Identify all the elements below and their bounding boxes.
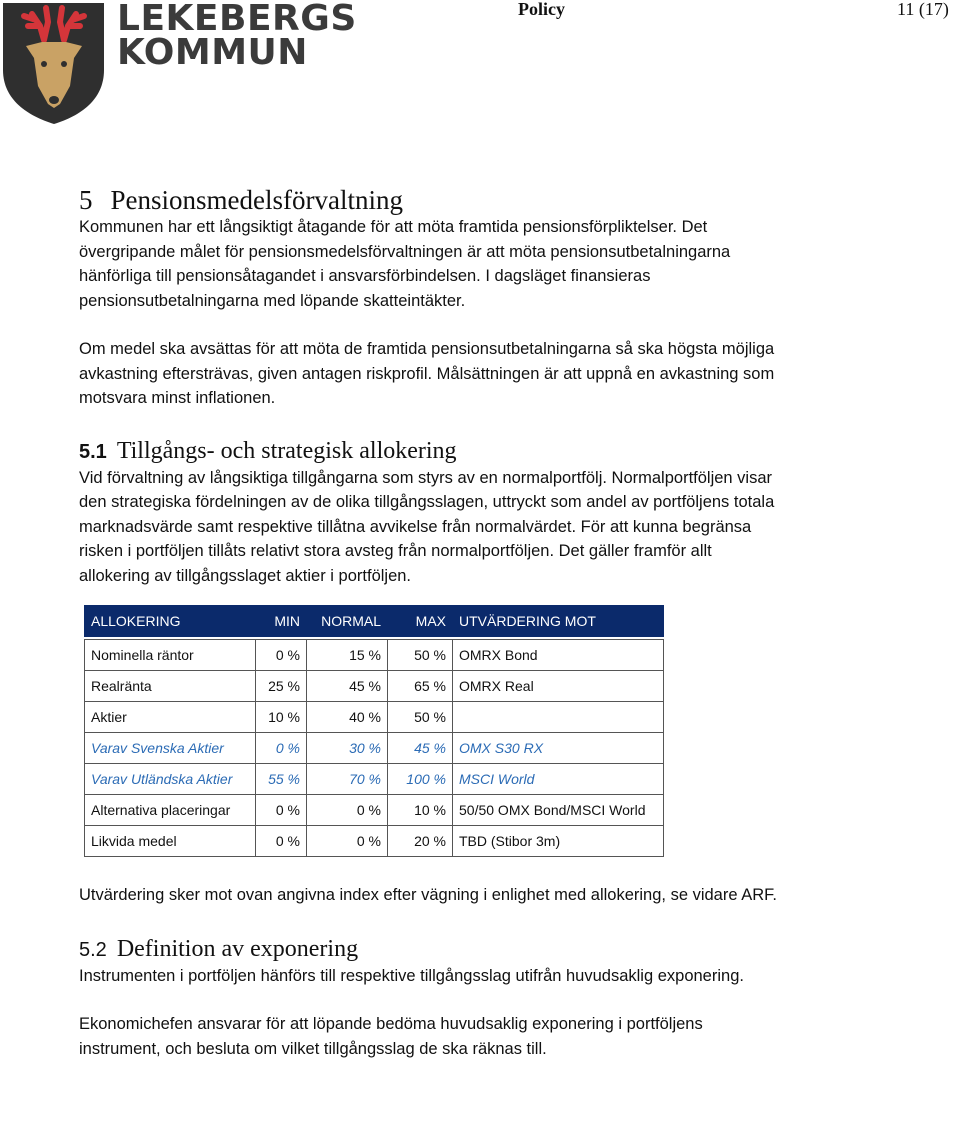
- section-5-heading: [79, 185, 779, 215]
- table-cell: 0 %: [307, 826, 388, 857]
- municipality-logo: [0, 0, 357, 125]
- table-row: [85, 795, 664, 826]
- table-row: [85, 702, 664, 733]
- table-cell: 10 %: [256, 702, 307, 733]
- table-row-subcategory: [85, 733, 664, 764]
- table-cell: Aktier: [85, 702, 256, 733]
- table-cell: 0 %: [256, 826, 307, 857]
- table-cell: 50/50 OMX Bond/MSCI World: [453, 795, 664, 826]
- table-cell: 0 %: [307, 795, 388, 826]
- table-cell: 65 %: [388, 671, 453, 702]
- table-cell: Varav Utländska Aktier: [85, 764, 256, 795]
- section-5-2-paragraph-2: Ekonomichefen ansvarar för att löpande bedöma huvudsaklig exponering i portföljens instrument, och besluta om vilket tillgångsslag de ska räknas till.: [79, 1015, 703, 1058]
- section-number: 5.2: [79, 938, 107, 961]
- table-cell: 20 %: [388, 826, 453, 857]
- page-number: 11 (17): [897, 0, 949, 19]
- document-type: Policy: [518, 0, 565, 19]
- table-cell: 50 %: [388, 702, 453, 733]
- table-cell: Realränta: [85, 671, 256, 702]
- column-header: MIN: [256, 606, 307, 637]
- document-body: [79, 185, 779, 1061]
- table-cell: Varav Svenska Aktier: [85, 733, 256, 764]
- table-cell: 0 %: [256, 733, 307, 764]
- section-5-paragraph-2: Om medel ska avsättas för att möta de framtida pensionsutbetalningarna så ska högsta möjliga avkastning eftersträvas, given antagen riskprofil. Målsättningen är att uppnå en avkastning som motsvara minst inflationen.: [79, 340, 775, 407]
- table-cell: 100 %: [388, 764, 453, 795]
- table-cell: MSCI World: [453, 764, 664, 795]
- table-cell: OMX S30 RX: [453, 733, 664, 764]
- section-number: 5: [79, 185, 93, 215]
- table-row-subcategory: [85, 764, 664, 795]
- section-5-1-heading: [79, 437, 779, 466]
- section-5-paragraph-1: Kommunen har ett långsiktigt åtagande för att möta framtida pensionsförpliktelser. Det övergripande målet för pensionsmedelsförvaltningen är att möta pensionsutbetalningarna hänförliga till pensionsåtagandet i ansvarsförbindelsen. I dagsläget finansieras pensionsutbetalningarna med löpande skatteintäkter.: [79, 218, 731, 310]
- table-cell: TBD (Stibor 3m): [453, 826, 664, 857]
- table-cell: Alternativa placeringar: [85, 795, 256, 826]
- table-cell: 40 %: [307, 702, 388, 733]
- section-number: 5.1: [79, 440, 107, 463]
- brand-wordmark: [117, 0, 357, 73]
- table-row: [85, 826, 664, 857]
- section-5-1-paragraph: Vid förvaltning av långsiktiga tillgångarna som styrs av en normalportfölj. Normalportföljen visar den strategiska fördelningen av de olika tillgångsslagen, uttryckt som andel av portföljens totala marknadsvärde samt respektive tillåtna avvikelse från normalvärdet. För att kunna begränsa risken i portföljen tillåts relativt stora avsteg från normalportföljen. Det gäller framför allt allokering av tillgångsslaget aktier i portföljen.: [79, 468, 775, 585]
- table-cell: 45 %: [388, 733, 453, 764]
- allocation-table: [84, 605, 664, 857]
- table-cell: OMRX Bond: [453, 640, 664, 671]
- section-5-2-paragraph-1: Instrumenten i portföljen hänförs till respektive tillgångsslag utifrån huvudsaklig exponering.: [79, 966, 744, 985]
- table-cell: 0 %: [256, 640, 307, 671]
- section-5-2-heading: [79, 935, 779, 964]
- table-cell: [453, 702, 664, 733]
- table-cell: 55 %: [256, 764, 307, 795]
- column-header: NORMAL: [307, 606, 388, 637]
- table-cell: 25 %: [256, 671, 307, 702]
- column-header: UTVÄRDERING MOT: [453, 606, 664, 637]
- section-title: Tillgångs- och strategisk allokering: [116, 437, 457, 464]
- table-row: [85, 671, 664, 702]
- table-row: [85, 640, 664, 671]
- table-cell: 10 %: [388, 795, 453, 826]
- table-cell: 45 %: [307, 671, 388, 702]
- column-header: MAX: [388, 606, 453, 637]
- table-cell: 30 %: [307, 733, 388, 764]
- coat-of-arms-icon: [0, 0, 108, 125]
- table-cell: 70 %: [307, 764, 388, 795]
- brand-line-1: LEKEBERGS: [117, 0, 357, 39]
- table-header-row: [85, 606, 664, 637]
- table-note-paragraph: Utvärdering sker mot ovan angivna index efter vägning i enlighet med allokering, se vidare ARF.: [79, 886, 777, 904]
- section-title: Pensionsmedelsförvaltning: [110, 185, 403, 215]
- table-cell: OMRX Real: [453, 671, 664, 702]
- table-cell: 50 %: [388, 640, 453, 671]
- column-header: ALLOKERING: [85, 606, 256, 637]
- table-cell: Likvida medel: [85, 826, 256, 857]
- table-cell: 0 %: [256, 795, 307, 826]
- section-title: Definition av exponering: [116, 935, 359, 962]
- brand-line-2: KOMMUN: [117, 32, 308, 73]
- table-cell: 15 %: [307, 640, 388, 671]
- table-cell: Nominella räntor: [85, 640, 256, 671]
